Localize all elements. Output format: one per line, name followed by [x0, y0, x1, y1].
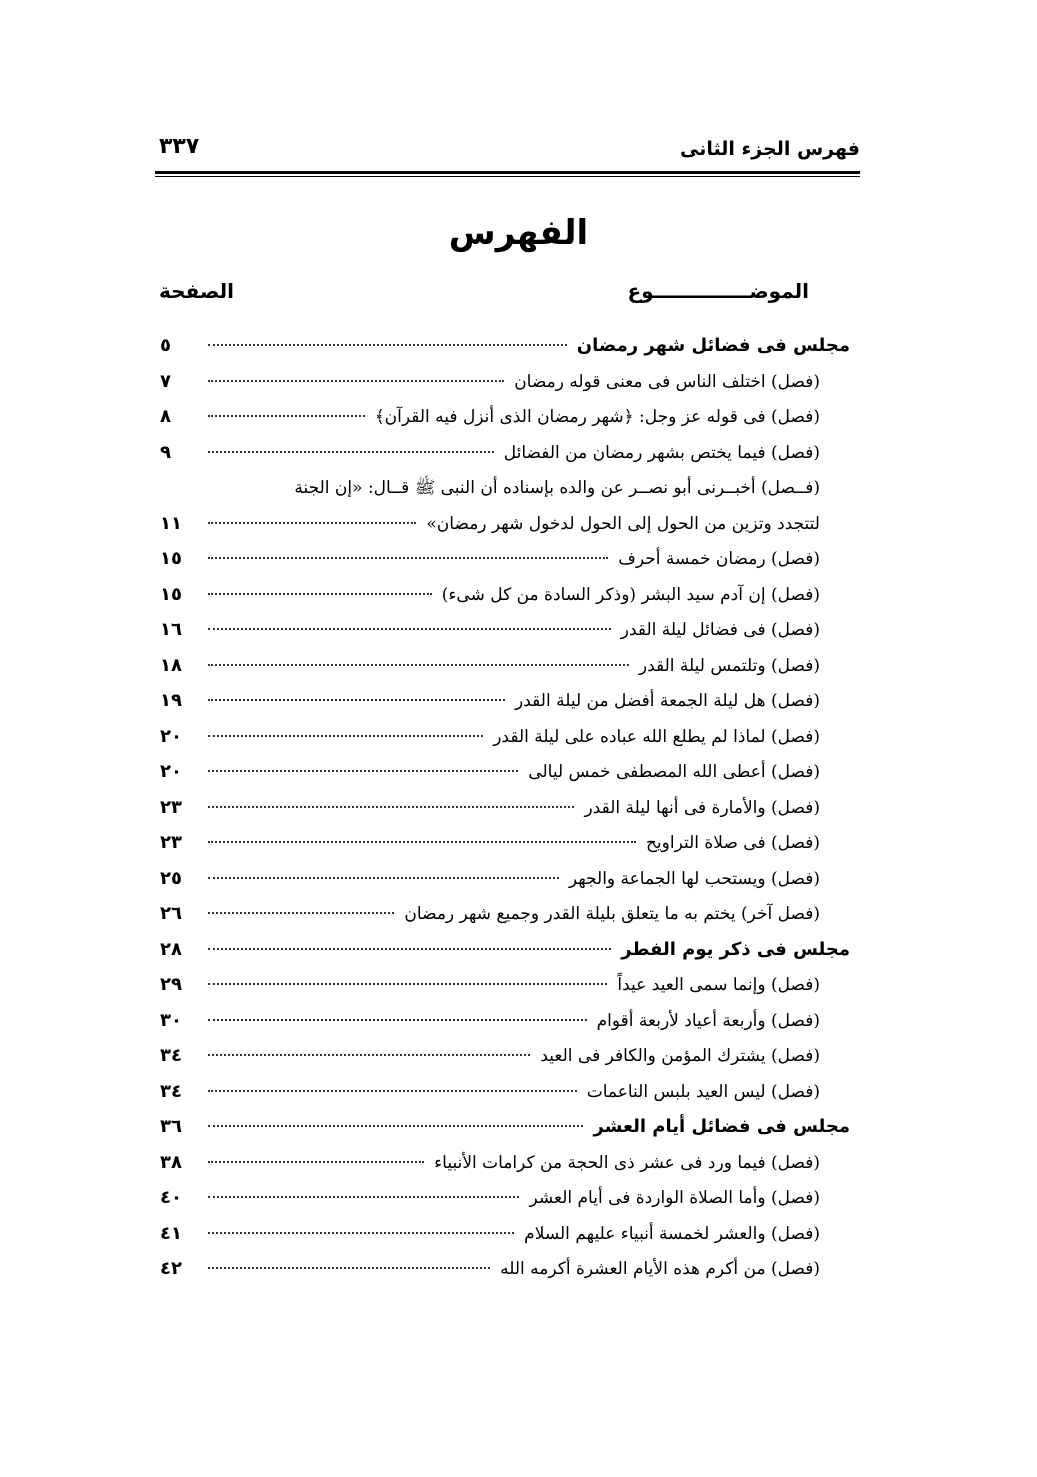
toc-entry-label: (فصل) يشترك المؤمن والكافر فى العيد	[540, 1046, 820, 1066]
toc-entry-row	[160, 612, 850, 648]
toc-entry-row	[160, 1074, 850, 1110]
toc-leader-dots	[208, 664, 629, 666]
toc-leader-dots	[208, 1161, 424, 1163]
toc-entry-row	[160, 1216, 850, 1252]
toc-entry-row	[160, 861, 850, 897]
toc-page-number: ٢٦	[160, 903, 182, 924]
toc-page-number: ١٩	[160, 690, 182, 711]
toc-leader-dots	[208, 1267, 490, 1269]
toc-page-number: ٤٠	[160, 1187, 182, 1208]
toc-entry-label: (فصل) إن آدم سيد البشر (وذكر السادة من كل شىء)	[441, 584, 820, 605]
toc-leader-dots	[208, 380, 504, 382]
toc-page-number: ٨	[160, 406, 171, 427]
toc-page-number: ٢٣	[160, 796, 182, 818]
toc-leader-dots	[208, 1196, 519, 1198]
toc-entry-label: (فصل) وإنما سمى العيد عيداً	[617, 975, 820, 995]
toc-page-number: ١١	[160, 512, 182, 534]
toc-entry-label: (فصل) لماذا لم يطلع الله عباده على ليلة القدر	[493, 726, 820, 747]
toc-entry-label: (فصل) ويستحب لها الجماعة والجهر	[568, 868, 820, 889]
toc-page-number: ٣٨	[160, 1151, 182, 1173]
toc-entry-row	[160, 967, 850, 1003]
toc-page-number: ٤١	[160, 1222, 182, 1244]
toc-entry-label: (فصل) فى صلاة التراويح	[645, 833, 820, 853]
toc-entry-label: (فصل) أعطى الله المصطفى خمس ليالى	[528, 762, 820, 782]
toc-page-number: ٣٤	[160, 1080, 182, 1102]
toc-entry-row	[160, 470, 850, 506]
toc-page-number: ٥	[160, 335, 171, 356]
toc-leader-dots	[208, 983, 607, 985]
toc-leader-dots	[208, 1232, 514, 1234]
column-header-page: الصفحة	[159, 279, 235, 303]
toc-entry-row	[160, 1145, 850, 1181]
toc-page-number: ٣٤	[160, 1045, 182, 1066]
toc-page-number: ٤٢	[160, 1258, 182, 1279]
toc-entry-label: (فصل) والعشر لخمسة أنبياء عليهم السلام	[524, 1223, 820, 1244]
toc-page-number: ١٨	[160, 654, 182, 676]
toc-entry-label: (فصل) فى قوله عز وجل: ﴿شهر رمضان الذى أنزل فيه القرآن﴾	[374, 407, 820, 427]
toc-entry-label: مجلس فى فضائل أيام العشر	[593, 1116, 850, 1137]
toc-leader-dots	[208, 628, 611, 630]
toc-leader-dots	[208, 877, 559, 879]
toc-leader-dots	[208, 593, 432, 595]
toc-entry-row	[160, 1038, 850, 1074]
toc-entry-row	[160, 1251, 850, 1287]
toc-page-number: ٢٨	[160, 938, 182, 960]
toc-entry-label: (فصل) فيما ورد فى عشر ذى الحجة من كرامات الأنبياء	[434, 1152, 820, 1173]
toc-entry-label: (فصل) اختلف الناس فى معنى قوله رمضان	[514, 371, 820, 392]
toc-entry-row	[160, 790, 850, 826]
toc-page-number: ٣٦	[160, 1116, 182, 1137]
toc-entry-row	[160, 541, 850, 577]
toc-leader-dots	[208, 1125, 583, 1127]
running-header	[155, 132, 860, 172]
toc-entry-row	[160, 648, 850, 684]
toc-leader-dots	[208, 344, 567, 346]
toc-entry-label: (فصل) رمضان خمسة أحرف	[618, 549, 820, 569]
index-title: الفهرس	[448, 213, 589, 253]
toc-entry-label: (فصل) وتلتمس ليلة القدر	[638, 655, 820, 676]
toc-leader-dots	[208, 912, 394, 914]
toc-entry-row	[160, 683, 850, 719]
toc-entry-row	[160, 719, 850, 755]
toc-entry-row	[160, 1003, 850, 1039]
toc-entry-row	[160, 577, 850, 613]
header-rule-thin	[155, 176, 860, 177]
page-number: ٣٣٧	[159, 134, 200, 159]
column-header-topic: الموضــــــــــــــوع	[627, 279, 809, 303]
toc-page-number: ٧	[160, 370, 171, 392]
toc-leader-dots	[208, 415, 365, 417]
toc-page-number: ٢٣	[160, 832, 182, 853]
toc-entry-row	[160, 399, 850, 435]
header-rule-thick	[155, 171, 860, 174]
toc-entry-row	[160, 364, 850, 400]
toc-entry-label: مجلس فى ذكر يوم الفطر	[621, 938, 850, 960]
toc-page-number: ١٥	[160, 548, 182, 569]
toc-entry-label: (فصل) ليس العيد بلبس الناعمات	[586, 1081, 820, 1102]
toc-leader-dots	[208, 806, 574, 808]
toc-leader-dots	[208, 1019, 587, 1021]
toc-page-number: ٢٠	[160, 761, 182, 782]
toc-entry-label: (فصل) والأمارة فى أنها ليلة القدر	[584, 797, 820, 818]
toc-entry-label: (فصل) من أكرم هذه الأيام العشرة أكرمه الله	[500, 1259, 820, 1279]
toc-entry-row	[160, 506, 850, 542]
toc-page-number: ١٥	[160, 583, 182, 605]
toc-entry-label: (فصل) هل ليلة الجمعة أفضل من ليلة القدر	[515, 691, 820, 711]
toc-section-row	[160, 932, 850, 968]
toc-page-number: ٢٩	[160, 974, 182, 995]
toc-entry-row	[160, 896, 850, 932]
toc-entry-row	[160, 1180, 850, 1216]
running-header-title: فهرس الجزء الثانى	[679, 138, 860, 160]
toc-page-number: ٢٠	[160, 725, 182, 747]
toc-page-number: ١٦	[160, 619, 182, 640]
toc-section-row	[160, 1109, 850, 1145]
toc-leader-dots	[208, 522, 416, 524]
toc-entry-row	[160, 825, 850, 861]
toc-section-row	[160, 328, 850, 364]
toc-entry-label: (فصل) فى فضائل ليلة القدر	[620, 620, 820, 640]
toc-page-number: ٣٠	[160, 1009, 182, 1031]
toc-leader-dots	[208, 841, 636, 843]
toc-entry-label: (فصل) فيما يختص بشهر رمضان من الفضائل	[503, 442, 820, 463]
toc-entry-label: (فصل آخر) يختم به ما يتعلق بليلة القدر وجميع شهر رمضان	[404, 904, 820, 924]
toc-entry-label: مجلس فى فضائل شهر رمضان	[576, 335, 850, 356]
toc-leader-dots	[208, 770, 518, 772]
toc-leader-dots	[208, 1090, 577, 1092]
toc-entry-row	[160, 435, 850, 471]
toc-leader-dots	[208, 699, 505, 701]
toc-page-number: ٢٥	[160, 867, 182, 889]
toc-entry-label: (فصل) وأربعة أعياد لأربعة أقوام	[596, 1010, 820, 1031]
toc-entry-row	[160, 754, 850, 790]
toc-leader-dots	[208, 735, 483, 737]
toc-entry-label: (فــصل) أخبــرنى أبو نصــر عن والده بإسناده أن النبى ﷺ قــال: «إن الجنة	[294, 478, 820, 498]
toc-entry-label: (فصل) وأما الصلاة الواردة فى أيام العشر	[529, 1188, 820, 1208]
toc-leader-dots	[208, 1054, 530, 1056]
toc-leader-dots	[208, 451, 494, 453]
toc-leader-dots	[208, 948, 611, 950]
toc-leader-dots	[208, 557, 608, 559]
toc-page-number: ٩	[160, 441, 171, 463]
toc-entry-label: لتتجدد وتزين من الحول إلى الحول لدخول شهر رمضان»	[426, 513, 820, 534]
